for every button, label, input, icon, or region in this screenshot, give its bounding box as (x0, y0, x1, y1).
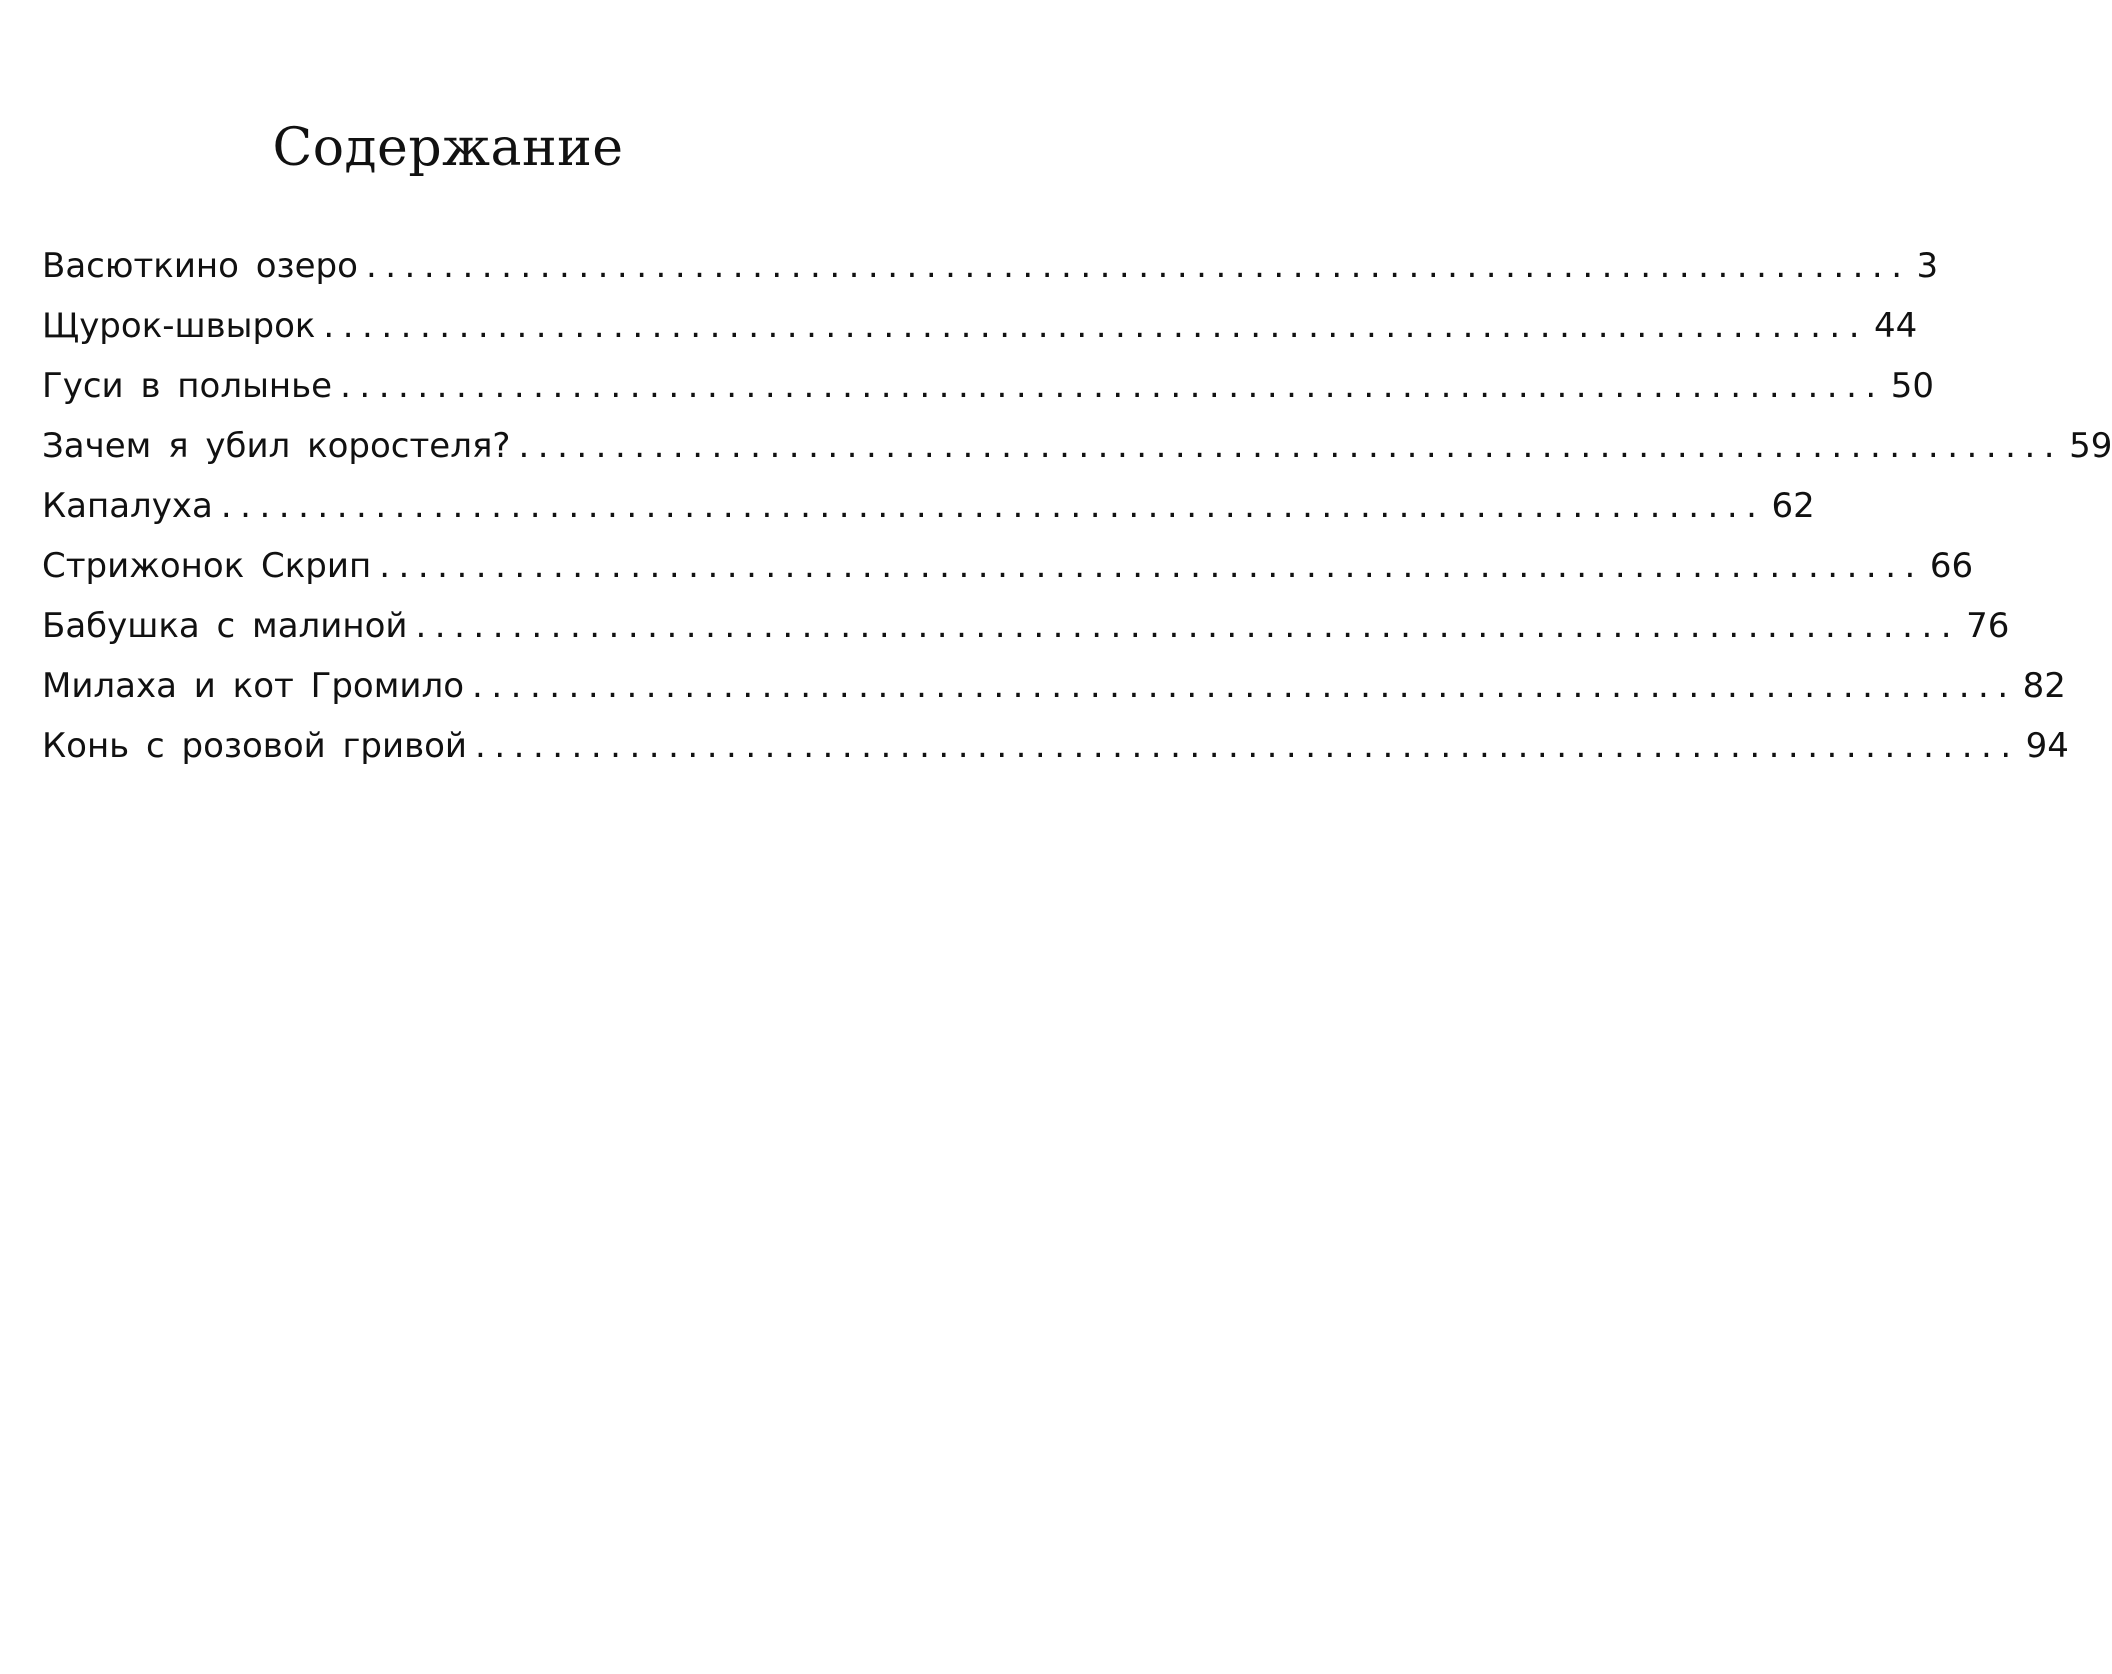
toc-page-number: 66 (1929, 546, 1974, 586)
toc-entry-title: Зачем я убил коростеля? (42, 426, 511, 466)
toc-entry (42, 416, 2112, 476)
toc-entry-title: Щурок-швырок (42, 306, 316, 346)
toc-page-number: 3 (1916, 246, 1939, 286)
dot-leader: ................................................................................ (475, 726, 2020, 766)
toc-entry (42, 236, 1939, 296)
toc-entry-title: Бабушка с малиной (42, 606, 408, 646)
toc-entry-title: Милаха и кот Громило (42, 666, 465, 706)
toc-page-number: 59 (2069, 426, 2112, 466)
toc-entry (42, 296, 1918, 356)
toc-page-number: 50 (1890, 366, 1934, 406)
page-title: Содержание (272, 118, 624, 178)
dot-leader: ................................................................................ (220, 486, 1766, 526)
toc-entry (42, 536, 1974, 596)
dot-leader: ................................................................................ (340, 366, 1885, 406)
toc-entry-title: Конь с розовой гривой (42, 726, 468, 766)
toc-page-number: 62 (1771, 486, 1815, 526)
toc-page-number: 44 (1874, 306, 1918, 346)
toc-page-number: 94 (2025, 726, 2069, 766)
toc-entry (42, 596, 2010, 656)
toc-entry-title: Капалуха (42, 486, 213, 526)
dot-leader: ................................................................................ (379, 546, 1924, 586)
toc-page-number: 76 (1966, 606, 2010, 646)
toc-entry (42, 656, 2066, 716)
dot-leader: ................................................................................ (518, 426, 2064, 466)
toc-entry (42, 476, 1815, 536)
toc-entry (42, 716, 2069, 776)
table-of-contents (42, 236, 2112, 776)
toc-entry-title: Гуси в полынье (42, 366, 333, 406)
dot-leader: ................................................................................ (365, 246, 1911, 286)
toc-page-number: 82 (2022, 666, 2066, 706)
toc-entry (42, 356, 1934, 416)
dot-leader: ................................................................................ (472, 666, 2017, 706)
toc-entry-title: Стрижонок Скрип (42, 546, 372, 586)
dot-leader: ................................................................................ (415, 606, 1961, 646)
toc-entry-title: Васюткино озеро (42, 246, 358, 286)
dot-leader: ................................................................................ (323, 306, 1869, 346)
